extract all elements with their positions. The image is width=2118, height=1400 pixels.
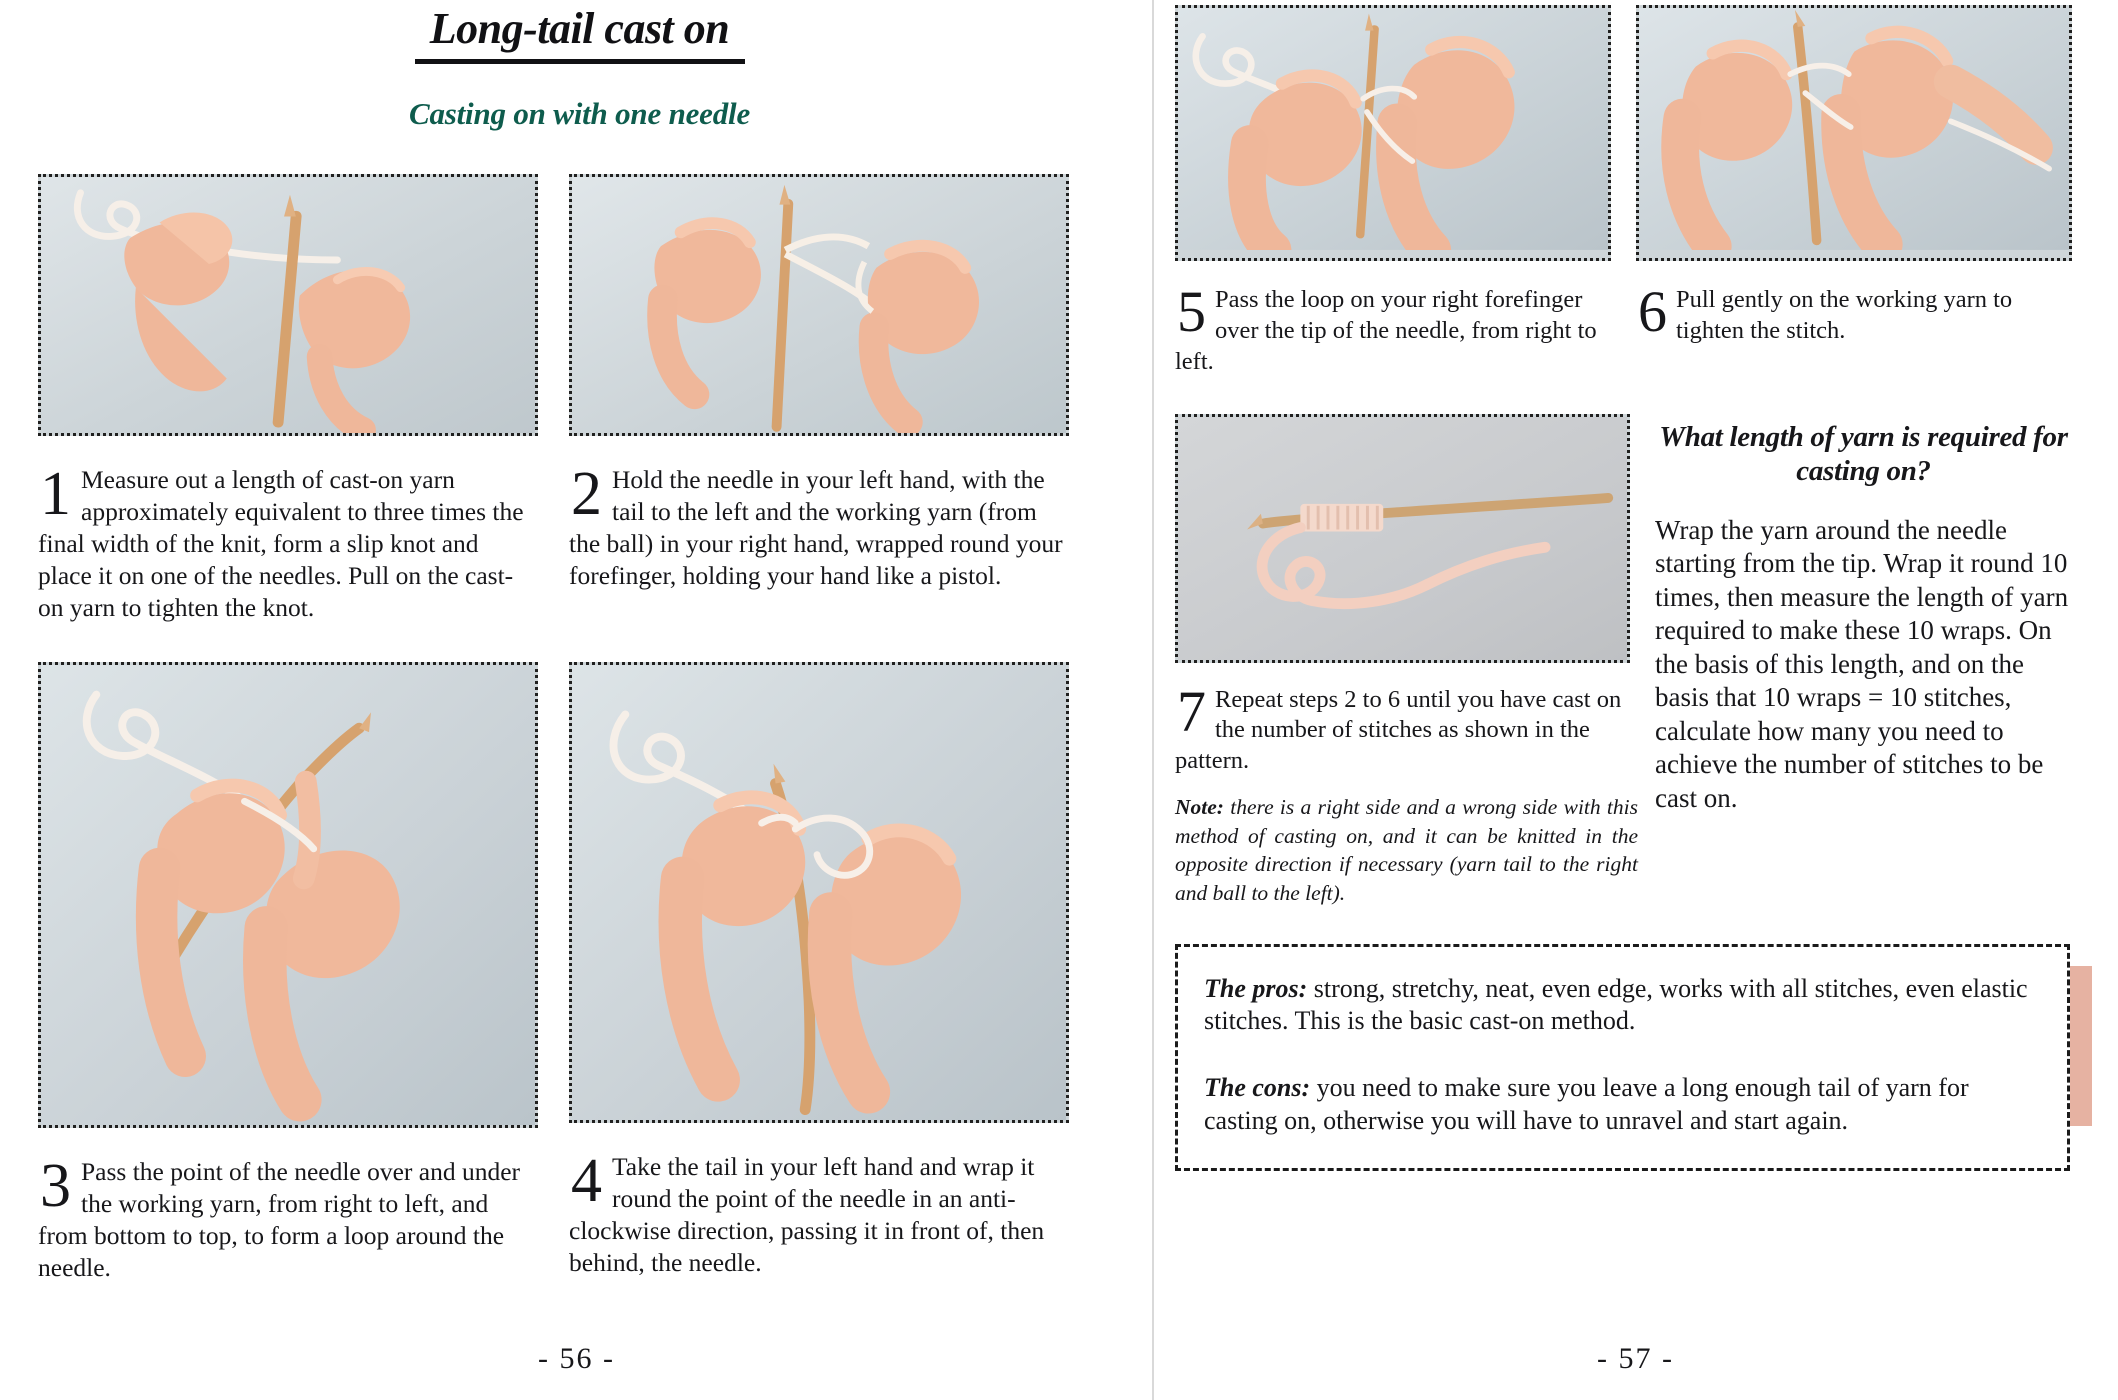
step-number-6: 6	[1638, 279, 1666, 344]
page-subtitle: Casting on with one needle	[408, 96, 751, 132]
photo-illustration-7	[1178, 417, 1627, 663]
title-underline-rule	[415, 59, 745, 64]
photo-illustration-5	[1178, 8, 1608, 250]
step-text-3: Pass the point of the needle over and under the working yarn, from right to left, and from bottom to top, to form a loop around the needle.	[38, 1157, 521, 1283]
step-caption-4	[569, 1147, 1069, 1279]
step-text-6: Pull gently on the working yarn to tighten the stitch.	[1676, 286, 2013, 344]
step-caption-5	[1175, 279, 1611, 378]
step-photo-1	[38, 174, 538, 436]
step-photo-7	[1175, 414, 1630, 663]
step-cell-4	[569, 662, 1069, 1284]
photo-illustration-1	[41, 177, 535, 436]
photo-illustration-4	[572, 665, 1066, 1120]
pros-cons-block	[1175, 944, 2072, 1171]
step-cell-1	[38, 174, 538, 624]
folio-left: - 56 -	[538, 1342, 615, 1375]
sidebar-body: Wrap the yarn around the needle starting from the tip. Wrap it round 10 times, then measure the length of yarn required to make these 10 wraps. On the basis of this length, and on the basis that 10 wraps = 10 stitches, calculate how many you need to achieve the number of stitches to be cast on.	[1655, 515, 2069, 813]
pros-line	[1204, 973, 2037, 1039]
method-note	[1175, 793, 1638, 907]
step-caption-7	[1175, 678, 1630, 778]
photos-row-7-sidebar	[1175, 414, 2072, 908]
step-photo-5	[1175, 5, 1611, 261]
step-number-1: 1	[40, 460, 70, 529]
step-cell-3	[38, 662, 538, 1284]
cons-line	[1204, 1072, 2037, 1138]
right-page	[1153, 0, 2118, 1400]
step-caption-3	[38, 1152, 538, 1284]
step-number-3: 3	[40, 1152, 70, 1221]
steps-row-1	[38, 174, 1121, 624]
page-title: Long-tail cast on	[429, 4, 730, 53]
cons-label: The cons:	[1204, 1073, 1311, 1103]
step-number-7: 7	[1177, 678, 1205, 744]
step-text-2: Hold the needle in your left hand, with the tail to the left and the working yarn (from the ball) in your right hand, wrapped round your forefinger, holding your hand like a pistol.	[569, 465, 1063, 591]
note-text: there is a right side and a wrong side with this method of casting on, and it can be knitted in the opposite direction if necessary (yarn tail to the right and ball to the left).	[1175, 795, 1638, 905]
step-cell-5	[1175, 5, 1611, 378]
sidebar-heading: What length of yarn is required for casting on?	[1659, 420, 2068, 487]
folio-right: - 57 -	[1597, 1342, 1674, 1375]
photo-illustration-3	[41, 665, 535, 1125]
sidebar-yarn-length	[1655, 414, 2072, 908]
step-text-7: Repeat steps 2 to 6 until you have cast on the number of stitches as shown in the pattern.	[1175, 685, 1622, 775]
step-text-1: Measure out a length of cast-on yarn approximately equivalent to three times the final width of the knit, form a slip knot and place it on one of the needles. Pull on the cast-on yarn to tighten the knot.	[38, 465, 524, 623]
pros-text: strong, stretchy, neat, even edge, works with all stitches, even elastic stitches. This is the basic cast-on method.	[1204, 973, 2028, 1036]
step-text-4: Take the tail in your left hand and wrap it round the point of the needle in an anti-clockwise direction, passing it in front of, then behind, the needle.	[569, 1152, 1045, 1278]
page-title-block	[38, 6, 1121, 64]
note-label: Note:	[1175, 795, 1224, 820]
photo-illustration-6	[1639, 8, 2069, 250]
pros-label: The pros:	[1204, 973, 1308, 1003]
step-number-4: 4	[571, 1147, 601, 1216]
step-photo-3	[38, 662, 538, 1128]
step-text-5: Pass the loop on your right forefinger over the tip of the needle, from right to left.	[1175, 286, 1597, 375]
step-number-5: 5	[1177, 279, 1205, 344]
steps-row-2	[38, 662, 1121, 1284]
step-caption-6	[1636, 279, 2072, 347]
step-caption-1	[38, 460, 538, 624]
photos-row-5-6	[1175, 5, 2072, 378]
step-number-2: 2	[571, 460, 601, 529]
step-photo-4	[569, 662, 1069, 1123]
step-caption-2	[569, 460, 1069, 592]
step-cell-7	[1175, 414, 1638, 908]
pros-cons-box	[1175, 944, 2070, 1171]
step-cell-6	[1636, 5, 2072, 378]
cons-text: you need to make sure you leave a long enough tail of yarn for casting on, otherwise you will have to unravel and start again.	[1204, 1073, 1969, 1135]
step-photo-2	[569, 174, 1069, 436]
photo-illustration-2	[572, 177, 1066, 436]
step-cell-2	[569, 174, 1069, 624]
page-gutter-divider	[1152, 0, 1154, 1400]
step-photo-6	[1636, 5, 2072, 261]
